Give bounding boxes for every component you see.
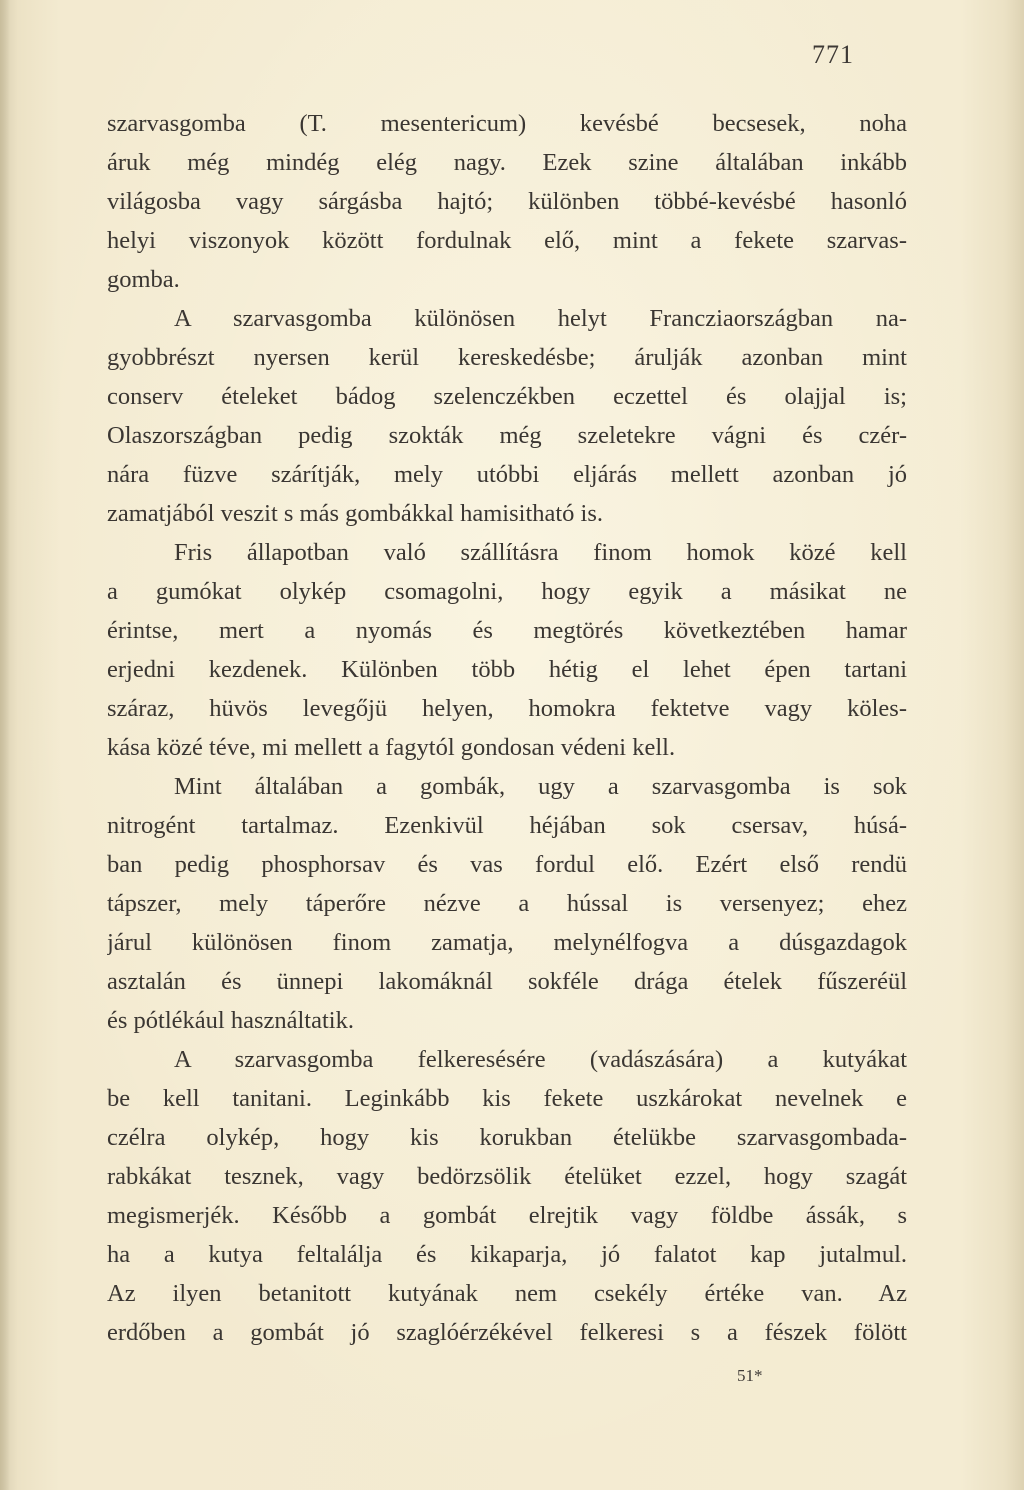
- text-line: nára füzve szárítják, mely utóbbi eljárás mellett azonban jó: [107, 461, 907, 488]
- text-line: járul különösen finom zamatja, melynélfogva a dúsgazdagok: [107, 929, 907, 956]
- text-line: Fris állapotban való szállításra finom homok közé kell: [174, 539, 907, 566]
- text-line: Az ilyen betanitott kutyának nem csekély értéke van. Az: [107, 1280, 907, 1307]
- text-line: rabkákat tesznek, vagy bedörzsölik ételüket ezzel, hogy szagát: [107, 1163, 907, 1190]
- text-line: erdőben a gombát jó szaglóérzékével felkeresi s a fészek fölött: [107, 1319, 907, 1346]
- body-text: [107, 104, 907, 1352]
- text-line: be kell tanitani. Leginkább kis fekete uszkárokat nevelnek e: [107, 1085, 907, 1112]
- text-line: gyobbrészt nyersen kerül kereskedésbe; árulják azonban mint: [107, 344, 907, 371]
- text-line: helyi viszonyok között fordulnak elő, mint a fekete szarvas-: [107, 227, 907, 254]
- text-line: erjedni kezdenek. Különben több hétig el lehet épen tartani: [107, 656, 907, 683]
- signature-mark: 51*: [737, 1366, 763, 1385]
- text-line: Olaszországban pedig szokták még szeletekre vágni és czér-: [107, 422, 907, 449]
- text-line: conserv ételeket bádog szelenczékben eczettel és olajjal is;: [107, 383, 907, 410]
- text-line: asztalán és ünnepi lakomáknál sokféle drága ételek fűszeréül: [107, 968, 907, 995]
- text-line: Mint általában a gombák, ugy a szarvasgomba is sok: [174, 773, 907, 800]
- text-line: gomba.: [107, 266, 180, 293]
- text-line: A szarvasgomba különösen helyt Francziaországban na-: [174, 305, 907, 332]
- page-edge-shadow: [0, 0, 10, 1490]
- text-line: érintse, mert a nyomás és megtörés következtében hamar: [107, 617, 907, 644]
- text-line: zamatjából veszit s más gombákkal hamisitható is.: [107, 500, 604, 527]
- text-line: megismerjék. Később a gombát elrejtik vagy földbe ássák, s: [107, 1202, 907, 1229]
- text-line: ban pedig phosphorsav és vas fordul elő. Ezért első rendü: [107, 851, 907, 878]
- text-line: világosba vagy sárgásba hajtó; különben többé-kevésbé hasonló: [107, 188, 907, 215]
- text-line: tápszer, mely táperőre nézve a hússal is versenyez; ehez: [107, 890, 907, 917]
- text-line: áruk még mindég elég nagy. Ezek szine általában inkább: [107, 149, 907, 176]
- text-line: kása közé téve, mi mellett a fagytól gondosan védeni kell.: [107, 734, 676, 761]
- text-line: szarvasgomba (T. mesentericum) kevésbé becsesek, noha: [107, 110, 907, 137]
- text-line: száraz, hüvös levegőjü helyen, homokra fektetve vagy köles-: [107, 695, 907, 722]
- text-line: czélra olykép, hogy kis korukban ételükbe szarvasgombada-: [107, 1124, 907, 1151]
- text-line: A szarvasgomba felkeresésére (vadászására) a kutyákat: [174, 1046, 907, 1073]
- text-line: és pótlékául használtatik.: [107, 1007, 354, 1034]
- text-line: a gumókat olykép csomagolni, hogy egyik a másikat ne: [107, 578, 907, 605]
- page-number: 771: [812, 40, 854, 69]
- text-line: ha a kutya feltalálja és kikaparja, jó falatot kap jutalmul.: [107, 1241, 907, 1268]
- text-line: nitrogént tartalmaz. Ezenkivül héjában sok csersav, húsá-: [107, 812, 907, 839]
